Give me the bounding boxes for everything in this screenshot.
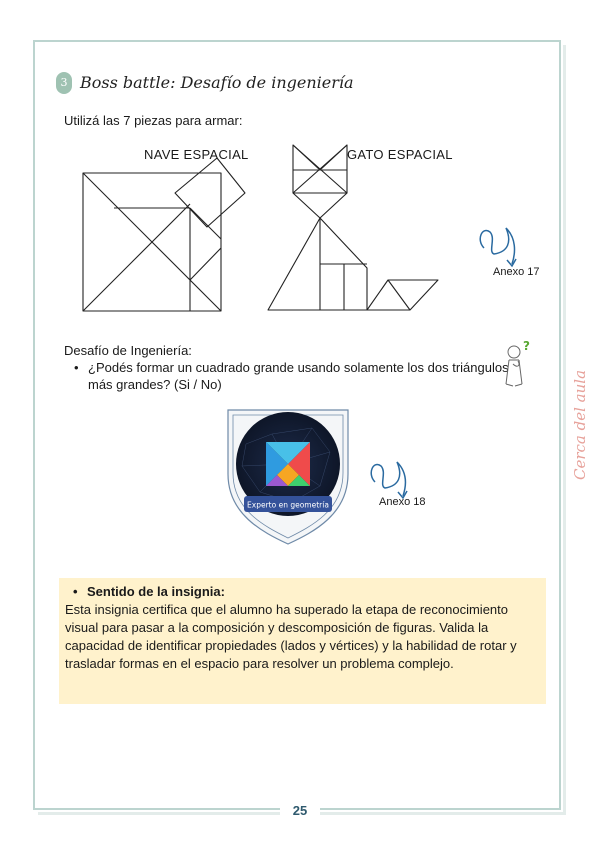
- section-title: Boss battle: Desafío de ingeniería: [80, 73, 354, 92]
- page-number: 25: [292, 803, 308, 818]
- side-brand-text: Cerca del aula: [571, 369, 589, 481]
- challenge-question: • ¿Podés formar un cuadrado grande usando solamente los dos triángulos más grandes? (Si / No): [74, 359, 528, 393]
- section-number-badge: 3: [56, 72, 72, 94]
- badge-caption: Experto en geometría: [247, 500, 329, 510]
- curved-arrow-icon: [474, 218, 524, 270]
- page-number-wrap: [280, 800, 320, 822]
- svg-text:?: ?: [523, 340, 530, 353]
- challenge-heading: Desafío de Ingeniería:: [64, 343, 192, 358]
- badge-meaning-heading: • Sentido de la insignia:: [73, 584, 225, 599]
- side-brand: [569, 370, 591, 480]
- annex-18-label: Anexo 18: [379, 496, 426, 508]
- tangram-figures: [80, 140, 460, 320]
- space-cat-label: GATO ESPACIAL: [347, 147, 453, 162]
- curved-arrow-icon-2: [365, 452, 415, 502]
- spaceship-label: NAVE ESPACIAL: [144, 147, 249, 162]
- annex-17-label: Anexo 17: [493, 266, 540, 278]
- intro-text: Utilizá las 7 piezas para armar:: [64, 113, 243, 128]
- space-cat-figure: [268, 145, 438, 310]
- spaceship-figure: [83, 158, 245, 311]
- thinking-person-icon: [501, 340, 535, 390]
- geometry-expert-badge: [222, 404, 354, 548]
- badge-meaning-text: Esta insignia certifica que el alumno ha superado la etapa de reconocimiento visual para pasar a la composición y descomposición de figuras. Valida la capacidad de identificar propiedades (lados y vértices) y la habilidad de rotar y trasladar formas en el espacio para resolver un problema complejo.: [65, 602, 517, 671]
- badge-meaning-box: [59, 578, 546, 704]
